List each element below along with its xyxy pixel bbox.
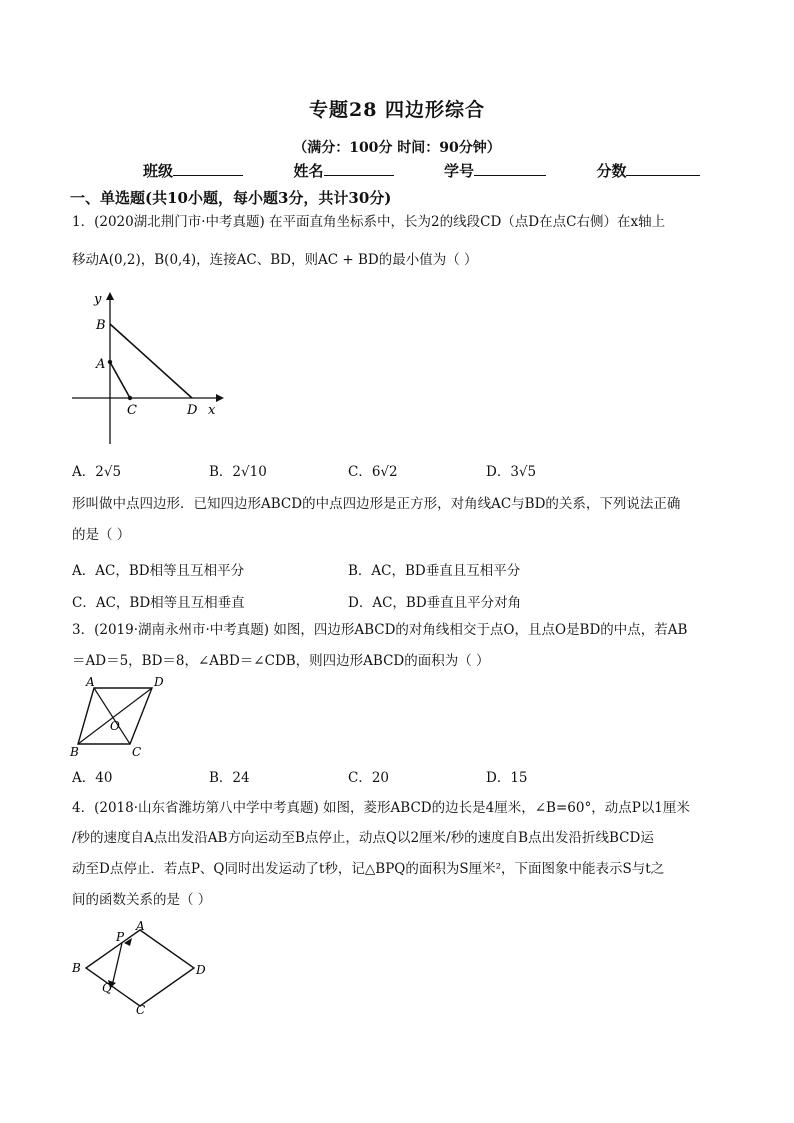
label-d: D (154, 675, 164, 689)
q4-line-4: 间的函数关系的是（ ） (72, 892, 212, 908)
student-info-row (143, 160, 700, 181)
field-class: 班级 (143, 160, 243, 181)
q4-line-1: 4．(2018·山东省潍坊第八中学中考真题) 如图，菱形ABCD的边长是4厘米，∠B=60°，动点P以1厘米 (72, 800, 690, 816)
q1-option-d: D．3√5 (486, 464, 537, 480)
label-c: C (127, 403, 137, 418)
label-y: y (94, 292, 102, 307)
field-name: 姓名 (293, 160, 393, 181)
q3-quadrilateral-figure (68, 672, 180, 760)
q3-option-c: C．20 (348, 770, 390, 786)
q3-option-d: D．15 (486, 770, 528, 786)
q1-option-a: A．2√5 (72, 464, 122, 480)
q1-coordinate-figure (68, 288, 228, 448)
point-a (108, 360, 112, 364)
q1-line-1: 1．(2020湖北荆门市·中考真题) 在平面直角坐标系中，长为2的线段CD（点D在点C右侧）在x轴上 (72, 214, 666, 230)
q3-option-b: B．24 (209, 770, 250, 786)
segment-ac (110, 362, 130, 398)
q1-line-2: 移动A(0,2)，B(0,4)，连接AC、BD，则AC + BD的最小值为（ ） (72, 252, 478, 268)
page-subtitle: （满分：100分 时间：90分钟） (293, 140, 501, 156)
page-title: 专题28 四边形综合 (308, 99, 486, 121)
q2-option-b: B．AC，BD垂直且互相平分 (348, 563, 521, 579)
q1-option-b: B．2√10 (209, 464, 267, 480)
label-c: C (136, 1003, 146, 1014)
label-p: P (116, 930, 125, 944)
q2-option-d: D．AC，BD垂直且平分对角 (348, 595, 522, 611)
label-a: A (136, 919, 145, 933)
label-a: A (96, 357, 106, 372)
q2-line-1: 形叫做中点四边形．已知四边形ABCD的中点四边形是正方形，对角线AC与BD的关系，下列说法正确 (72, 496, 681, 512)
q4-rhombus-figure (68, 918, 218, 1014)
label-o: O (110, 719, 120, 733)
q2-line-2: 的是（ ） (72, 527, 131, 543)
y-axis-arrow (106, 292, 114, 300)
q3-line-1: 3．(2019·湖南永州市·中考真题) 如图，四边形ABCD的对角线相交于点O，且点O是BD的中点，若AB (72, 622, 688, 638)
q1-option-c: C．6√2 (348, 464, 398, 480)
section-heading: 一、单选题(共10小题，每小题3分，共计30分) (70, 189, 392, 207)
label-x: x (208, 403, 216, 418)
q2-option-a: A．AC，BD相等且互相平分 (72, 563, 245, 579)
label-c: C (132, 745, 142, 759)
q4-line-2: /秒的速度自A点出发沿AB方向运动至B点停止，动点Q以2厘米/秒的速度自B点出发沿折线BCD运 (72, 830, 654, 846)
label-q: Q (102, 981, 112, 995)
label-b: B (96, 318, 106, 333)
field-score: 分数 (596, 160, 700, 181)
q3-line-2: ＝AD＝5，BD＝8，∠ABD＝∠CDB，则四边形ABCD的面积为（ ） (72, 653, 490, 669)
label-b: B (72, 961, 81, 975)
field-student-id: 学号 (444, 160, 546, 181)
label-d: D (187, 403, 198, 418)
segment-bd (110, 324, 192, 398)
q4-line-3: 动至D点停止．若点P、Q同时出发运动了t秒，记△BPQ的面积为S厘米²，下面图象中能表示S与t之 (72, 861, 665, 877)
q2-option-c: C．AC，BD相等且互相垂直 (72, 595, 245, 611)
label-a: A (86, 675, 95, 689)
label-d: D (196, 963, 206, 977)
label-b: B (70, 745, 79, 759)
q3-option-a: A．40 (72, 770, 113, 786)
diagonal-ac (94, 688, 130, 744)
x-axis-arrow (216, 394, 224, 402)
point-c (128, 396, 132, 400)
